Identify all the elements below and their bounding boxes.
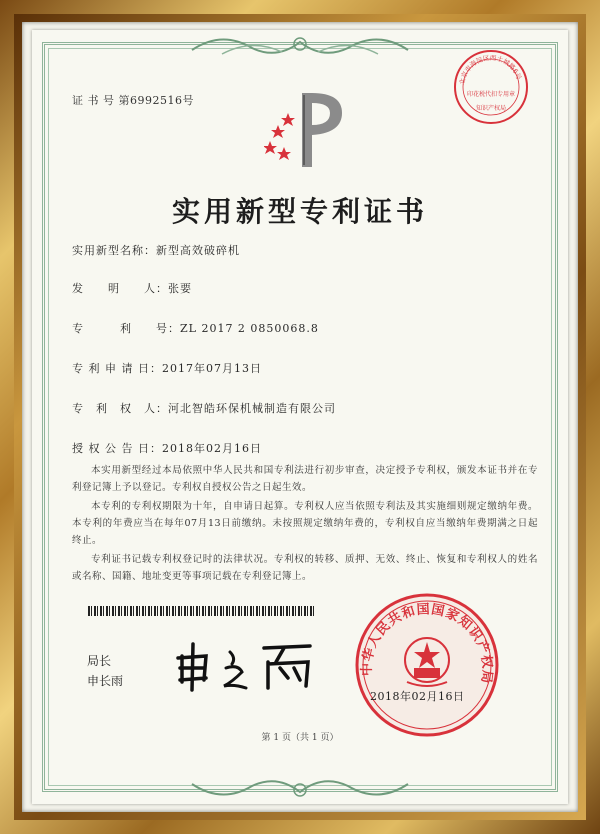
field-label: 专 利 号： bbox=[72, 322, 180, 335]
field-announcement-date bbox=[72, 440, 262, 456]
seal-inner-text: 印花税代扣专用章 bbox=[466, 91, 516, 98]
paragraph-1: 本实用新型经过本局依照中华人民共和国专利法进行初步审查，决定授予专利权，颁发本证书并在专利登记簿上予以登记。专利权自授权公告之日起生效。 bbox=[72, 465, 538, 493]
field-patentee bbox=[72, 400, 336, 416]
certificate-paper bbox=[32, 30, 568, 804]
field-utility-name bbox=[72, 242, 240, 258]
field-label: 专 利 申 请 日： bbox=[72, 362, 162, 375]
field-value: 2017年07月13日 bbox=[162, 362, 262, 375]
bottom-ornament-icon bbox=[182, 768, 418, 804]
field-value: ZL 2017 2 0850068.8 bbox=[180, 322, 319, 335]
barcode bbox=[88, 606, 314, 616]
national-ip-office-seal bbox=[352, 590, 502, 740]
certificate-number: 证 书 号 第6992516号 bbox=[72, 94, 194, 107]
field-label: 专 利 权 人： bbox=[72, 402, 168, 415]
field-label: 实用新型名称： bbox=[72, 244, 156, 257]
seal-ring-text: 北京市海淀区西土城路6号 bbox=[457, 53, 523, 86]
certificate-title: 实用新型专利证书 bbox=[171, 195, 428, 228]
field-label: 发 明 人： bbox=[72, 282, 168, 295]
field-application-date bbox=[72, 360, 262, 376]
page-number: 第 1 页（共 1 页） bbox=[261, 733, 339, 743]
tax-seal bbox=[452, 48, 530, 126]
stamp-date: 2018年02月16日 bbox=[370, 690, 465, 703]
field-inventor bbox=[72, 280, 192, 296]
handwritten-signature bbox=[172, 638, 322, 694]
seal-bottom-text: 知识产权局 bbox=[475, 105, 507, 112]
paragraph-3: 专利证书记载专利权登记时的法律状况。专利权的转移、质押、无效、终止、恢复和专利权人的姓名或名称、国籍、地址变更等事项记载在专利登记簿上。 bbox=[72, 554, 538, 582]
field-value: 新型高效破碎机 bbox=[156, 244, 240, 257]
field-patent-number bbox=[72, 320, 319, 336]
field-value: 河北智皓环保机械制造有限公司 bbox=[168, 402, 336, 415]
paragraph-2: 本专利的专利权期限为十年，自申请日起算。专利权人应当依照专利法及其实施细则规定缴纳年费。本专利的年费应当在每年07月13日前缴纳。未按照规定缴纳年费的，专利权自应当缴纳年费期满之日起终止。 bbox=[72, 501, 538, 546]
patent-office-logo-icon bbox=[264, 85, 344, 175]
field-label: 授 权 公 告 日： bbox=[72, 442, 162, 455]
signature-title: 局长 bbox=[87, 654, 112, 668]
field-value: 2018年02月16日 bbox=[162, 442, 262, 455]
signature-name: 申长雨 bbox=[87, 674, 124, 688]
top-ornament-icon bbox=[182, 30, 418, 66]
field-value: 张要 bbox=[168, 282, 192, 295]
big-seal-ring-text: 中华人民共和国国家知识产权局 bbox=[359, 602, 495, 685]
